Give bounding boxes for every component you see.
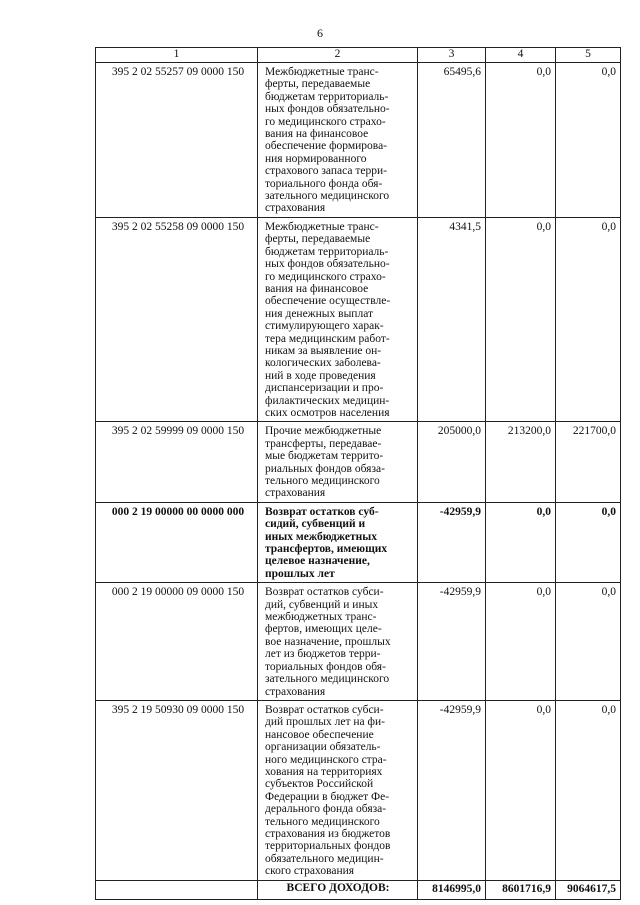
description-line: прошлых лет xyxy=(265,567,335,580)
description-line: го медицинского страхо- xyxy=(265,270,386,283)
value-year-3: 221700,0 xyxy=(556,422,621,502)
description-line: Межбюджетные транс- xyxy=(265,220,379,233)
description-line: ских осмотров населения xyxy=(265,406,390,419)
description-line: лет из бюджетов терри- xyxy=(265,648,381,661)
description-line: вания на финансовое xyxy=(265,128,369,141)
description-line: фертов, имеющих целе- xyxy=(265,623,382,636)
description-line: Возврат остатков субси- xyxy=(265,586,384,599)
description-line: обязательного медицин- xyxy=(265,852,384,865)
description-line: зательного медицинского xyxy=(265,673,390,686)
description-line: стимулирующего харак- xyxy=(265,320,384,333)
description-line: иных межбюджетных xyxy=(265,530,377,543)
value-year-3: 0,0 xyxy=(556,700,621,880)
description-line: Межбюджетные транс- xyxy=(265,66,379,78)
description-line: Возврат остатков суб- xyxy=(265,505,379,518)
description-line: нансовое обеспечение xyxy=(265,728,374,741)
description-line: диспансеризации и про- xyxy=(265,382,384,395)
table-row xyxy=(96,700,621,880)
header-cell: 1 xyxy=(96,48,258,63)
budget-code: 000 2 19 00000 00 0000 000 xyxy=(96,502,258,582)
value-year-2: 0,0 xyxy=(486,63,556,218)
description-line: дерального фонда обяза- xyxy=(265,803,387,816)
description-line: мые бюджетам террито- xyxy=(265,450,384,463)
description-line: целевое назначение, xyxy=(265,555,370,568)
description-line: субъектов Российской xyxy=(265,778,374,791)
budget-code: 395 2 02 55258 09 0000 150 xyxy=(96,217,258,422)
description-line: ных фондов обязательно- xyxy=(265,258,390,271)
header-row xyxy=(96,48,621,63)
description-line: бюджетам территориаль- xyxy=(265,90,389,103)
description-line: хования на территориях xyxy=(265,765,383,778)
description-line: Прочие межбюджетные xyxy=(265,425,382,438)
description-line: обеспечение осуществле- xyxy=(265,295,391,308)
table-row xyxy=(96,63,621,218)
value-year-2: 0,0 xyxy=(486,217,556,422)
description-line: вое назначение, прошлых xyxy=(265,635,391,648)
description-line: ториального фонда обя- xyxy=(265,177,383,190)
description-line: трансфертов, имеющих xyxy=(265,543,388,556)
description-line: территориальных фондов xyxy=(265,840,391,853)
description-line: сидий, субвенций и xyxy=(265,518,366,531)
description-line: страхования xyxy=(265,685,326,698)
total-year-3: 9064617,5 xyxy=(556,880,621,899)
header-cell: 3 xyxy=(418,48,486,63)
table-row xyxy=(96,422,621,502)
revenue-table xyxy=(95,47,621,900)
value-year-3: 0,0 xyxy=(556,63,621,218)
description-line: Федерации в бюджет Фе- xyxy=(265,790,390,803)
description-line: ского страхования xyxy=(265,865,355,878)
description-line: страхования из бюджетов xyxy=(265,827,391,840)
description-line: зательного медицинского xyxy=(265,190,390,203)
description-line: ферты, передаваемые xyxy=(265,233,371,246)
description-line: филактических медицин- xyxy=(265,394,390,407)
description xyxy=(258,422,418,502)
description-line: страхования xyxy=(265,487,326,500)
description-line: организации обязатель- xyxy=(265,741,381,754)
value-year-1: 4341,5 xyxy=(418,217,486,422)
description-line: риальных фондов обяза- xyxy=(265,462,385,475)
budget-code: 000 2 19 00000 09 0000 150 xyxy=(96,583,258,701)
header-cell: 5 xyxy=(556,48,621,63)
description-line: тера медицинским работ- xyxy=(265,332,390,345)
value-year-2: 0,0 xyxy=(486,700,556,880)
value-year-3: 0,0 xyxy=(556,217,621,422)
description-line: ния нормированного xyxy=(265,152,367,165)
description-line: межбюджетных транс- xyxy=(265,611,377,624)
value-year-2: 213200,0 xyxy=(486,422,556,502)
description xyxy=(258,63,418,218)
description xyxy=(258,502,418,582)
description-line: никам за выявление он- xyxy=(265,344,382,357)
value-year-1: 205000,0 xyxy=(418,422,486,502)
value-year-1: 65495,6 xyxy=(418,63,486,218)
description-line: ных фондов обязательно- xyxy=(265,103,390,116)
description-line: ного медицинского стра- xyxy=(265,753,387,766)
total-row xyxy=(96,880,621,899)
budget-code: 395 2 19 50930 09 0000 150 xyxy=(96,700,258,880)
description-line: вания на финансовое xyxy=(265,282,369,295)
description-line: тельного медицинского xyxy=(265,815,380,828)
value-year-3: 0,0 xyxy=(556,583,621,701)
value-year-1: -42959,9 xyxy=(418,700,486,880)
value-year-1: -42959,9 xyxy=(418,583,486,701)
description-line: дий прошлых лет на фи- xyxy=(265,716,385,729)
value-year-3: 0,0 xyxy=(556,502,621,582)
description xyxy=(258,700,418,880)
description-line: трансферты, передавае- xyxy=(265,437,382,450)
description-line: Возврат остатков субси- xyxy=(265,703,384,716)
description-line: тельного медицинского xyxy=(265,475,380,487)
description-line: ния денежных выплат xyxy=(265,307,374,320)
description-line: ферты, передаваемые xyxy=(265,78,371,91)
header-cell: 2 xyxy=(258,48,418,63)
page-number: 6 xyxy=(317,26,323,40)
description-line: бюджетам территориаль- xyxy=(265,245,389,258)
description-line: страхового запаса терри- xyxy=(265,165,387,178)
value-year-1: -42959,9 xyxy=(418,502,486,582)
table-row-group xyxy=(96,502,621,582)
total-year-1: 8146995,0 xyxy=(418,880,486,899)
description-line: страхования xyxy=(265,202,326,215)
description xyxy=(258,583,418,701)
budget-code: 395 2 02 59999 09 0000 150 xyxy=(96,422,258,502)
table-row xyxy=(96,583,621,701)
description-line: дий, субвенций и иных xyxy=(265,598,379,611)
value-year-2: 0,0 xyxy=(486,502,556,582)
value-year-2: 0,0 xyxy=(486,583,556,701)
description-line: ториальных фондов обя- xyxy=(265,660,386,673)
table-row xyxy=(96,217,621,422)
budget-code: 395 2 02 55257 09 0000 150 xyxy=(96,63,258,218)
total-code-cell xyxy=(96,880,258,899)
header-cell: 4 xyxy=(486,48,556,63)
description-line: го медицинского страхо- xyxy=(265,115,386,128)
description-line: кологических заболева- xyxy=(265,357,381,370)
description-line: ний в ходе проведения xyxy=(265,369,376,382)
description-line: обеспечение формирова- xyxy=(265,140,388,153)
total-label: ВСЕГО ДОХОДОВ: xyxy=(258,880,418,899)
description xyxy=(258,217,418,422)
total-year-2: 8601716,9 xyxy=(486,880,556,899)
